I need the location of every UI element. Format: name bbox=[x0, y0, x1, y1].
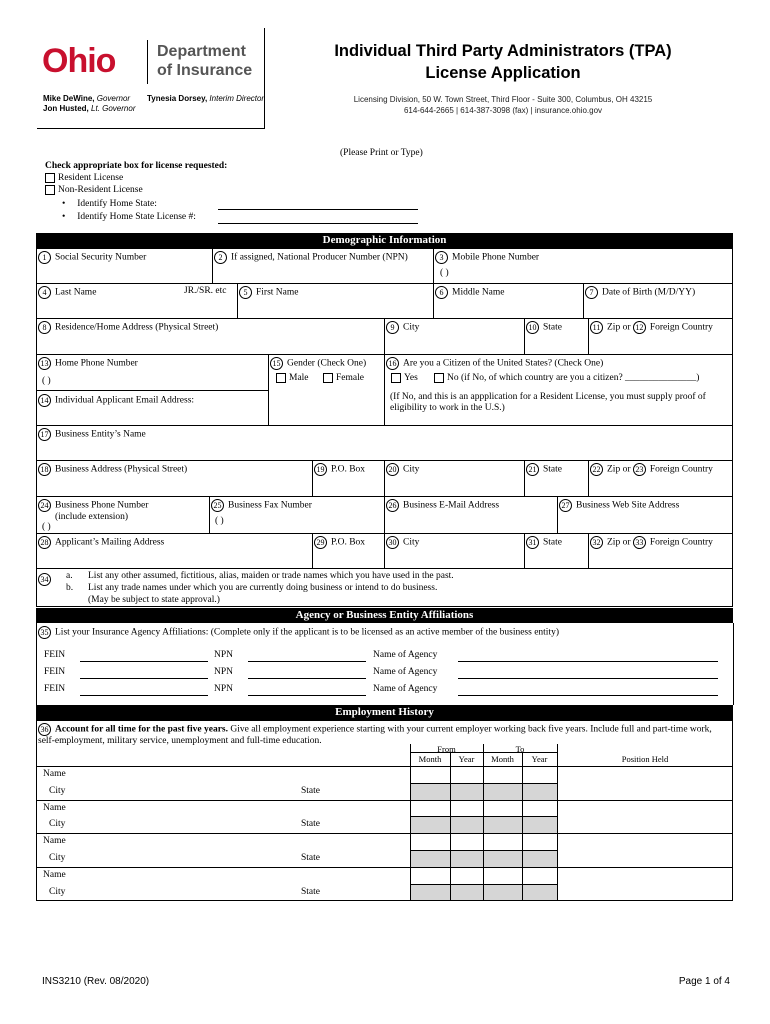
home-state-field[interactable] bbox=[218, 209, 418, 210]
to-header: To bbox=[515, 744, 525, 754]
business-address-field[interactable]: 18 Business Address (Physical Street) bbox=[36, 460, 189, 479]
page-number: Page 1 of 4 bbox=[678, 976, 730, 987]
agency-name-field-2[interactable] bbox=[458, 678, 718, 679]
mobile-phone-field[interactable]: 3 Mobile Phone Number bbox=[433, 248, 541, 267]
employer-state-label[interactable]: State bbox=[301, 886, 320, 897]
home-phone-paren: ( ) bbox=[42, 376, 51, 386]
non-resident-checkbox[interactable] bbox=[45, 185, 55, 195]
yes-checkbox[interactable] bbox=[391, 373, 401, 383]
employment-instructions: 36 Account for all time for the past five years. Give all employment experience starting with your current employer working back five years. Include full and part-time work, self-employment, military service, unemployment and full-time education. bbox=[38, 724, 712, 746]
no-checkbox[interactable] bbox=[434, 373, 444, 383]
business-website-field[interactable]: 27 Business Web Site Address bbox=[557, 496, 681, 515]
employer-name-label[interactable]: Name bbox=[43, 802, 66, 813]
middle-name-field[interactable]: 6 Middle Name bbox=[433, 283, 507, 302]
citizen-no-option[interactable]: No (if No, of which country are you a citizen? _______________) bbox=[434, 373, 699, 383]
employer-state-label[interactable]: State bbox=[301, 819, 320, 830]
zip-field[interactable]: 11 Zip or 12 Foreign Country bbox=[588, 318, 715, 337]
fein-label: FEIN bbox=[44, 684, 66, 694]
home-phone-field[interactable]: 13 Home Phone Number bbox=[36, 354, 140, 373]
employer-state-label[interactable]: State bbox=[301, 785, 320, 796]
to-year-header: Year bbox=[531, 754, 548, 764]
fein-label: FEIN bbox=[44, 650, 66, 660]
agency-affiliations-instructions: 35 List your Insurance Agency Affiliations: (Complete only if the applicant is to be licensed as an active member of the business entity) bbox=[36, 623, 561, 642]
home-license-field[interactable] bbox=[218, 223, 418, 224]
home-state-row: • Identify Home State: bbox=[62, 199, 157, 209]
mailing-po-box-field[interactable]: 29 P.O. Box bbox=[312, 533, 367, 552]
business-state-field[interactable]: 21 State bbox=[524, 460, 564, 479]
employment-header: Employment History bbox=[36, 705, 733, 720]
npn-field-3[interactable] bbox=[248, 695, 366, 696]
last-name-field[interactable]: 4 Last Name bbox=[36, 283, 98, 302]
ohio-logo: Ohio bbox=[42, 42, 116, 80]
agency-name-label: Name of Agency bbox=[373, 667, 438, 677]
resident-license-option[interactable]: Resident License bbox=[45, 173, 123, 183]
agency-name-label: Name of Agency bbox=[373, 684, 438, 694]
from-month-header: Month bbox=[418, 754, 442, 764]
fein-field-3[interactable] bbox=[80, 695, 208, 696]
resident-checkbox[interactable] bbox=[45, 173, 55, 183]
business-entity-name-field[interactable]: 17 Business Entity’s Name bbox=[36, 425, 148, 444]
residence-address-field[interactable]: 8 Residence/Home Address (Physical Street) bbox=[36, 318, 220, 337]
date-shade bbox=[411, 783, 557, 800]
agency-name-label: Name of Agency bbox=[373, 650, 438, 660]
mailing-city-field[interactable]: 30 City bbox=[384, 533, 421, 552]
male-checkbox[interactable] bbox=[276, 373, 286, 383]
date-shade bbox=[411, 816, 557, 833]
non-resident-license-option[interactable]: Non-Resident License bbox=[45, 185, 143, 195]
department-name: Department of Insurance bbox=[157, 43, 253, 79]
fein-field-1[interactable] bbox=[80, 661, 208, 662]
npn-label: NPN bbox=[214, 667, 234, 677]
employer-state-label[interactable]: State bbox=[301, 853, 320, 863]
business-po-box-field[interactable]: 19 P.O. Box bbox=[312, 460, 367, 479]
business-city-field[interactable]: 20 City bbox=[384, 460, 421, 479]
employer-city-label[interactable]: City bbox=[49, 819, 66, 830]
employer-city-label[interactable]: City bbox=[49, 853, 66, 863]
fein-field-2[interactable] bbox=[80, 678, 208, 679]
director: Tynesia Dorsey, Interim Director bbox=[147, 94, 265, 103]
npn-field[interactable]: 2 If assigned, National Producer Number (NPN) bbox=[212, 248, 410, 267]
ssn-field[interactable]: 1 Social Security Number bbox=[36, 248, 148, 267]
npn-label: NPN bbox=[214, 650, 234, 660]
date-shade bbox=[411, 884, 557, 901]
mailing-address-field[interactable]: 28 Applicant’s Mailing Address bbox=[36, 533, 166, 552]
employer-city-label[interactable]: City bbox=[49, 886, 66, 897]
agency-contact: Licensing Division, 50 W. Town Street, Third Floor - Suite 300, Columbus, OH 43215 614-644-2665 | 614-387-3098 (fax) | insurance.ohio.gov bbox=[353, 95, 653, 115]
employer-name-label[interactable]: Name bbox=[43, 769, 66, 779]
dob-field[interactable]: 7 Date of Birth (M/D/YY) bbox=[583, 283, 697, 302]
agency-name-field-3[interactable] bbox=[458, 695, 718, 696]
form-title: Individual Third Party Administrators (TPA) License Application bbox=[334, 42, 672, 82]
npn-field-1[interactable] bbox=[248, 661, 366, 662]
first-name-field[interactable]: 5 First Name bbox=[237, 283, 300, 302]
female-checkbox[interactable] bbox=[323, 373, 333, 383]
form-id: INS3210 (Rev. 08/2020) bbox=[42, 976, 150, 987]
agency-name-field-1[interactable] bbox=[458, 661, 718, 662]
mobile-phone-paren: ( ) bbox=[440, 268, 449, 278]
city-field[interactable]: 9 City bbox=[384, 318, 421, 337]
agency-header: Agency or Business Entity Affiliations bbox=[36, 608, 733, 623]
state-field[interactable]: 10 State bbox=[524, 318, 564, 337]
mailing-zip-field[interactable]: 32 Zip or 33 Foreign Country bbox=[588, 533, 715, 552]
citizen-yes-option[interactable]: Yes bbox=[391, 373, 418, 383]
citizen-question: 16 Are you a Citizen of the United States? (Check One) bbox=[384, 354, 605, 373]
officials: Mike DeWine, Governor Jon Husted, Lt. Governor bbox=[43, 94, 136, 113]
from-header: From bbox=[437, 744, 456, 754]
business-fax-field[interactable]: 25 Business Fax Number bbox=[209, 496, 314, 515]
suffix-label: JR./SR. etc bbox=[184, 286, 227, 296]
question-34-number: 34 bbox=[38, 573, 55, 586]
mailing-state-field[interactable]: 31 State bbox=[524, 533, 564, 552]
fein-label: FEIN bbox=[44, 667, 66, 677]
position-held-header: Position Held bbox=[621, 754, 669, 764]
business-phone-field[interactable]: 24 Business Phone Number (include extension) bbox=[36, 496, 150, 526]
print-note: (Please Print or Type) bbox=[340, 148, 423, 158]
npn-field-2[interactable] bbox=[248, 678, 366, 679]
demographic-header: Demographic Information bbox=[36, 233, 733, 248]
citizen-note: (If No, and this is an appplication for a Resident License, you must supply proof of eligibility to work in the U.S.) bbox=[390, 392, 706, 413]
employer-name-label[interactable]: Name bbox=[43, 836, 66, 847]
home-license-row: • Identify Home State License #: bbox=[62, 212, 196, 222]
from-year-header: Year bbox=[458, 754, 475, 764]
business-zip-field[interactable]: 22 Zip or 23 Foreign Country bbox=[588, 460, 715, 479]
gender-male-option[interactable]: Male bbox=[276, 373, 309, 383]
employer-name-label[interactable]: Name bbox=[43, 869, 66, 880]
business-email-field[interactable]: 26 Business E-Mail Address bbox=[384, 496, 501, 515]
npn-label: NPN bbox=[214, 684, 234, 694]
license-type-label: Check appropriate box for license requested: bbox=[45, 161, 228, 171]
letterhead bbox=[37, 28, 734, 130]
gender-field: 15 Gender (Check One) bbox=[268, 354, 368, 373]
business-fax-paren: ( ) bbox=[215, 516, 224, 526]
gender-female-option[interactable]: Female bbox=[323, 373, 364, 383]
email-field[interactable]: 14 Individual Applicant Email Address: bbox=[36, 391, 196, 410]
question-34[interactable]: a. List any other assumed, fictitious, alias, maiden or trade names which you have used in the past. b. List any trade names under which you are currently doing business or intend to do business. (May be subject to state approval.) bbox=[66, 571, 454, 605]
business-phone-paren: ( ) bbox=[42, 522, 51, 532]
employer-city-label[interactable]: City bbox=[49, 785, 66, 796]
date-shade bbox=[411, 850, 557, 867]
to-month-header: Month bbox=[491, 754, 514, 764]
